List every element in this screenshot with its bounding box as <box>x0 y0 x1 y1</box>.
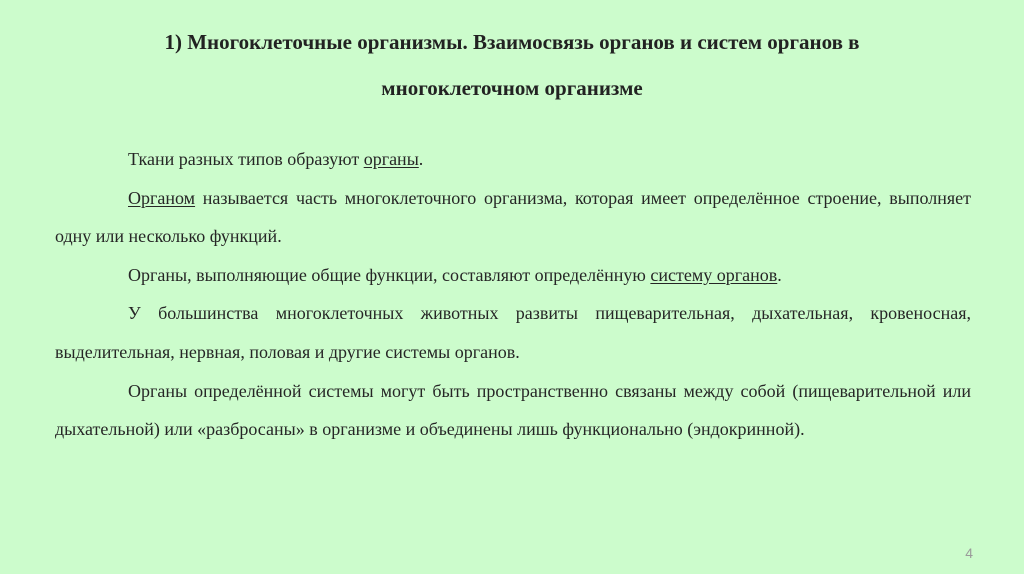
paragraph-text: . <box>777 264 782 285</box>
paragraph-animal-systems <box>55 294 971 371</box>
paragraph-organ-definition <box>55 179 971 256</box>
paragraph-system-connection <box>55 372 971 449</box>
page-number: 4 <box>965 545 973 561</box>
slide-title-line-1: 1) Многоклеточные организмы. Взаимосвязь органов и систем органов в <box>164 30 860 54</box>
term-organ-system: систему органов <box>650 264 778 285</box>
paragraph-text: У большинства многоклеточных животных развиты пищеварительная, дыхательная, кровеносная, выделительная, нервная, половая и другие системы органов. <box>55 303 971 362</box>
paragraph-text: Органы, выполняющие общие функции, составляют определённую <box>128 264 651 285</box>
paragraph-text: Ткани разных типов образуют <box>128 149 364 169</box>
slide-title-line-2: многоклеточном организме <box>381 76 643 100</box>
paragraph-text: Органы определённой системы могут быть пространственно связаны между собой (пищеварительной или дыхательной) или «разбросаны» в организме и объединены лишь функционально (эндокринной). <box>55 380 971 440</box>
slide-body <box>55 140 971 449</box>
paragraph-organ-system <box>55 256 971 295</box>
paragraph-text: называется часть многоклеточного организма, которая имеет определённое строение, выполняет одну или несколько функций. <box>55 187 971 247</box>
paragraph-text: . <box>418 149 424 169</box>
paragraph-tissues <box>55 140 971 179</box>
term-organs: органы <box>363 149 419 169</box>
term-organ: Органом <box>128 187 196 208</box>
